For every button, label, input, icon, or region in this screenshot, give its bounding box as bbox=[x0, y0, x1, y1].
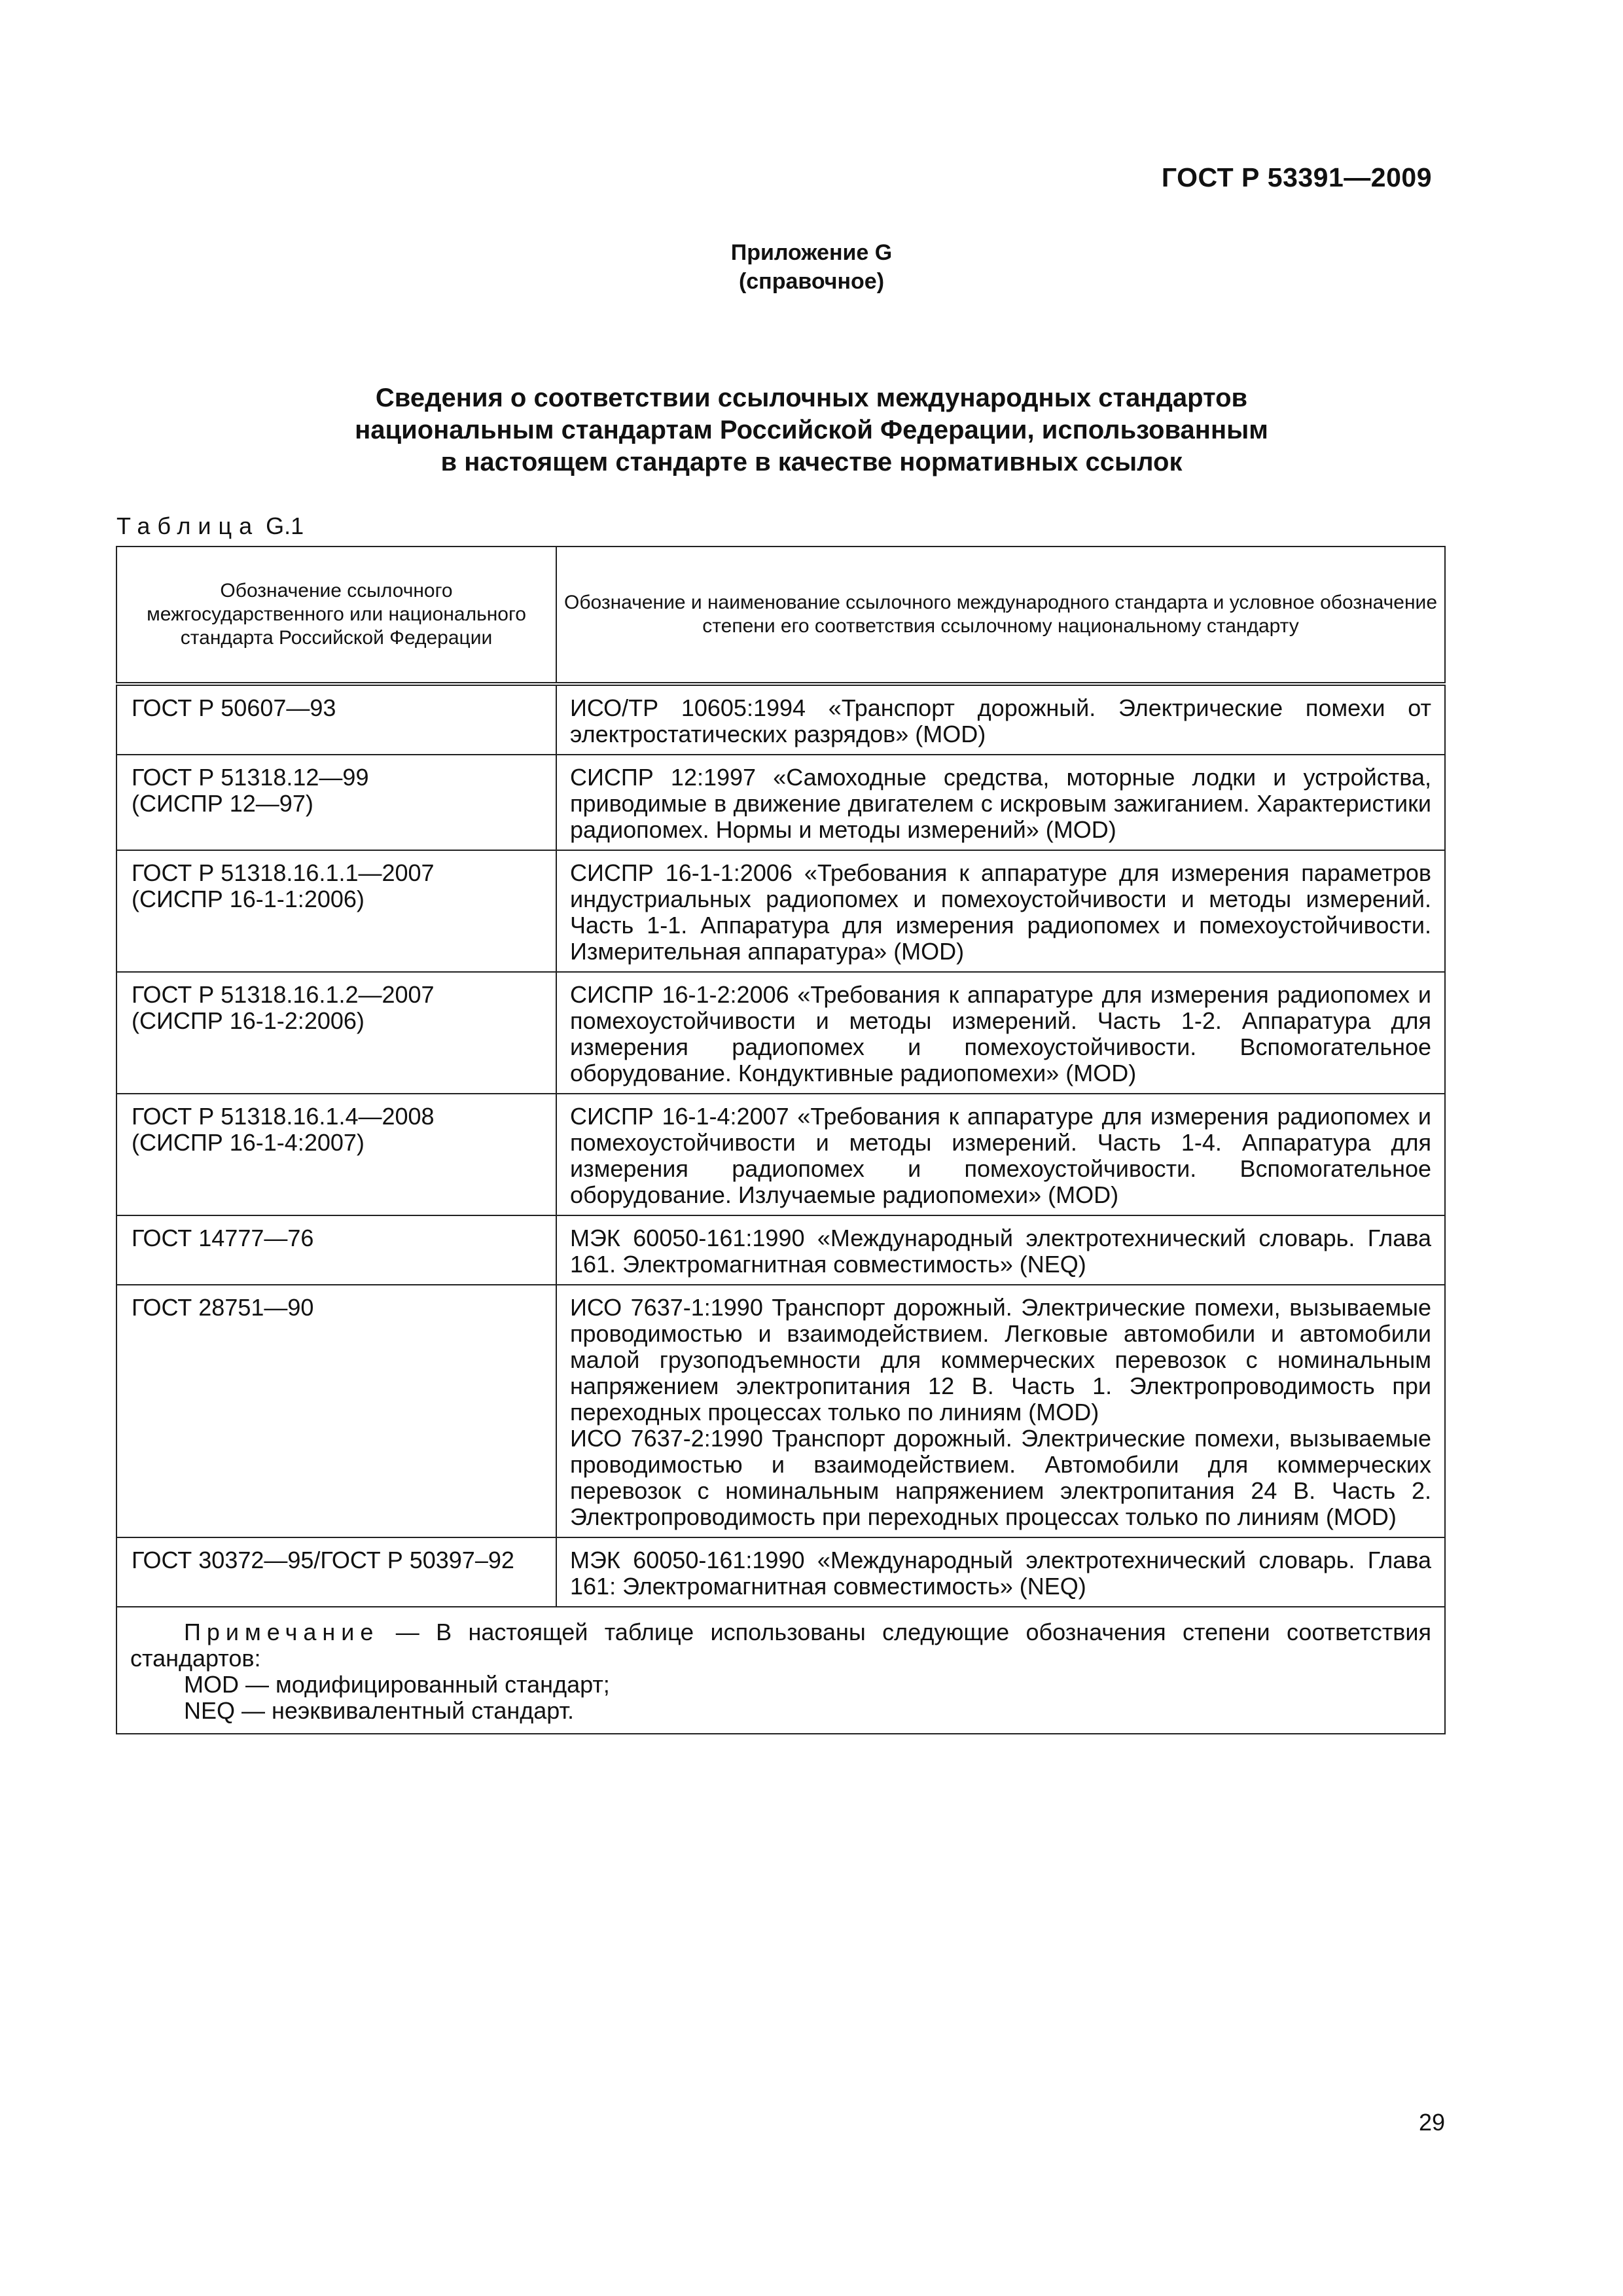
section-title-line: Сведения о соответствии ссылочных международных стандартов bbox=[375, 384, 1248, 412]
international-standard-cell bbox=[556, 755, 1445, 850]
national-standard-cell: ГОСТ Р 51318.16.1.1—2007 (СИСПР 16-1-1:2006) bbox=[116, 850, 556, 972]
international-standard-cell bbox=[556, 1094, 1445, 1215]
section-title-line: в настоящем стандарте в качестве нормативных ссылок bbox=[440, 448, 1183, 476]
international-standard-entry: СИСПР 16-1-2:2006 «Требования к аппаратуре для измерения радиопомех и помехоустойчивости и методы измерений. Часть 1-2. Аппаратура для измерения радиопомех и помехоустойчивости. Вспомогательное оборудование. Кондуктивные радиопомехи» (MOD) bbox=[570, 981, 1431, 1086]
international-standard-entry: МЭК 60050-161:1990 «Международный электротехнический словарь. Глава 161. Электромагнитная совместимость» (NEQ) bbox=[570, 1225, 1431, 1278]
international-standard-cell bbox=[556, 972, 1445, 1094]
national-standard-cell: ГОСТ 28751—90 bbox=[116, 1285, 556, 1537]
note-definition: NEQ — неэквивалентный стандарт. bbox=[184, 1697, 575, 1724]
note-intro bbox=[130, 1619, 1431, 1672]
note-definition: MOD — модифицированный стандарт; bbox=[184, 1671, 610, 1698]
note-text: — В настоящей таблице использованы следующие обозначения степени соответствия стандартов: bbox=[130, 1619, 1431, 1672]
table-row bbox=[116, 684, 1445, 755]
table-row bbox=[116, 850, 1445, 972]
international-standard-entry: МЭК 60050-161:1990 «Международный электротехнический словарь. Глава 161: Электромагнитная совместимость» (NEQ) bbox=[570, 1547, 1431, 1600]
national-standard-cell: ГОСТ 30372—95/ГОСТ Р 50397–92 bbox=[116, 1537, 556, 1607]
header-national-standard: Обозначение ссылочного межгосударственного или национального стандарта Российской Федерации bbox=[116, 547, 556, 684]
appendix-subtitle: (справочное) bbox=[738, 269, 885, 294]
table-caption bbox=[116, 512, 304, 540]
table-header-row bbox=[116, 547, 1445, 684]
international-standard-entry: СИСПР 16-1-1:2006 «Требования к аппаратуре для измерения параметров индустриальных радиопомех и помехоустойчивости и методы измерений. Часть 1-1. Аппаратура для измерения радиопомех и помехоустойчивости. Измерительная аппаратура» (MOD) bbox=[570, 859, 1431, 965]
table-row bbox=[116, 755, 1445, 850]
international-standard-entry: СИСПР 16-1-4:2007 «Требования к аппаратуре для измерения радиопомех и помехоустойчивости и методы измерений. Часть 1-4. Аппаратура для измерения радиопомех и помехоустойчивости. Вспомогательное оборудование. Излучаемые радиопомехи» (MOD) bbox=[570, 1103, 1431, 1208]
national-standard-cell: ГОСТ Р 51318.16.1.4—2008 (СИСПР 16-1-4:2007) bbox=[116, 1094, 556, 1215]
national-standard-cell: ГОСТ Р 51318.16.1.2—2007 (СИСПР 16-1-2:2006) bbox=[116, 972, 556, 1094]
national-standard-cell: ГОСТ Р 50607—93 bbox=[116, 684, 556, 755]
table-note-row bbox=[116, 1607, 1445, 1734]
table-row bbox=[116, 1537, 1445, 1607]
header-international-standard: Обозначение и наименование ссылочного международного стандарта и условное обозначение степени его соответствия ссылочному национальному стандарту bbox=[556, 547, 1445, 684]
table-row bbox=[116, 1285, 1445, 1537]
reference-table-container bbox=[116, 546, 1444, 1734]
table-note bbox=[116, 1607, 1445, 1734]
national-standard-cell: ГОСТ Р 51318.12—99 (СИСПР 12—97) bbox=[116, 755, 556, 850]
international-standard-entry: ИСО 7637-1:1990 Транспорт дорожный. Электрические помехи, вызываемые проводимостью и взаимодействием. Легковые автомобили и автомобили малой грузоподъемности для коммерческих перевозок с номинальным напряжением электропитания 12 В. Часть 1. Электропроводимость при переходных процессах только по линиям (MOD) bbox=[570, 1294, 1431, 1426]
international-standard-entry: ИСО/ТР 10605:1994 «Транспорт дорожный. Электрические помехи от электростатических разрядов» (MOD) bbox=[570, 694, 1431, 747]
international-standard-cell bbox=[556, 1215, 1445, 1285]
table-body bbox=[116, 684, 1445, 1607]
reference-table bbox=[116, 546, 1446, 1734]
note-label: Примечание bbox=[184, 1619, 380, 1645]
international-standard-cell bbox=[556, 1537, 1445, 1607]
international-standard-cell bbox=[556, 1285, 1445, 1537]
appendix-title: Приложение G bbox=[730, 240, 893, 265]
page-number: 29 bbox=[1418, 2109, 1445, 2136]
table-caption-id: G.1 bbox=[266, 512, 304, 539]
table-row bbox=[116, 1094, 1445, 1215]
document-number: ГОСТ Р 53391—2009 bbox=[1161, 162, 1432, 192]
international-standard-cell bbox=[556, 850, 1445, 972]
table-row bbox=[116, 1215, 1445, 1285]
section-title bbox=[0, 382, 1623, 478]
table-caption-prefix: Таблица bbox=[116, 512, 260, 539]
national-standard-cell: ГОСТ 14777—76 bbox=[116, 1215, 556, 1285]
appendix-heading bbox=[0, 238, 1623, 296]
international-standard-entry: СИСПР 12:1997 «Самоходные средства, моторные лодки и устройства, приводимые в движение двигателем с искровым зажиганием. Характеристики радиопомех. Нормы и методы измерений» (MOD) bbox=[570, 764, 1431, 843]
section-title-line: национальным стандартам Российской Федерации, использованным bbox=[355, 416, 1268, 444]
table-row bbox=[116, 972, 1445, 1094]
international-standard-entry: ИСО 7637-2:1990 Транспорт дорожный. Электрические помехи, вызываемые проводимостью и взаимодействием. Автомобили для коммерческих перевозок с номинальным напряжением электропитания 24 В. Часть 2. Электропроводимость при переходных процессах только по линиям (MOD) bbox=[570, 1425, 1431, 1530]
international-standard-cell bbox=[556, 684, 1445, 755]
